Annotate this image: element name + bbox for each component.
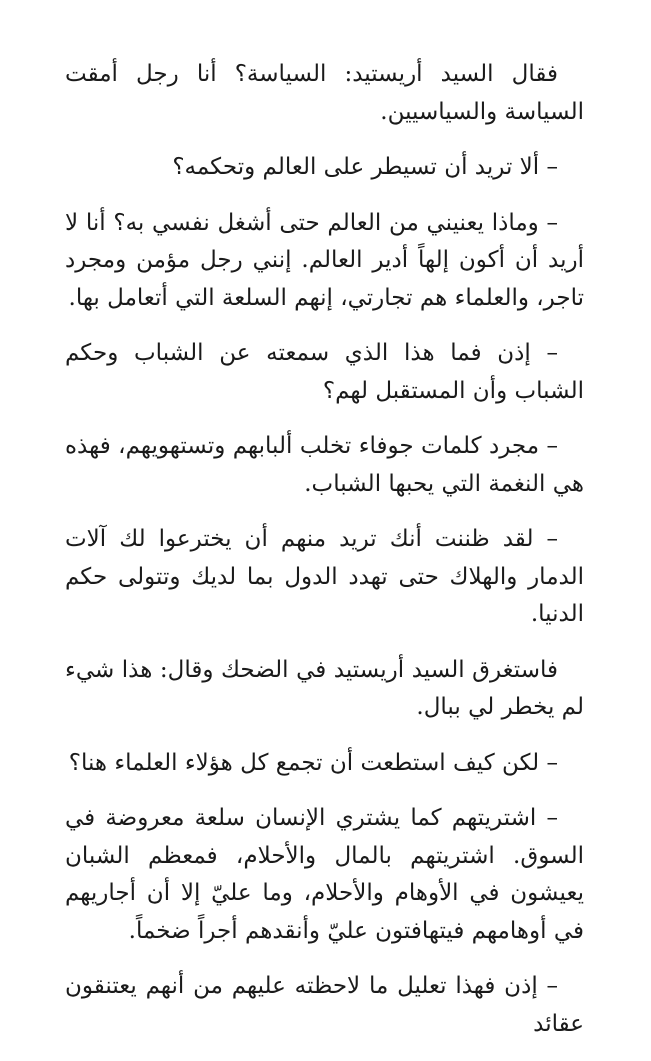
- book-page: [65, 56, 584, 1061]
- paragraph-4: – إذن فما هذا الذي سمعته عن الشباب وحكم الشباب وأن المستقبل لهم؟: [65, 340, 584, 404]
- paragraph-5: – مجرد كلمات جوفاء تخلب ألبابهم وتستهويهم، فهذه هي النغمة التي يحبها الشباب.: [65, 433, 584, 497]
- paragraph-9: – اشتريتهم كما يشتري الإنسان سلعة معروضة في السوق. اشتريتهم بالمال والأحلام، فمعظم الشبان يعيشون في الأوهام والأحلام، وما عليّ إلا أن أجاريهم في أوهامهم فيتهافتون عليّ وأنقدهم أجراً ضخماً.: [65, 805, 584, 944]
- paragraph-3: – وماذا يعنيني من العالم حتى أشغل نفسي به؟ أنا لا أريد أن أكون إلهاً أدير العالم. إنني رجل مؤمن ومجرد تاجر، والعلماء هم تجارتي، إنهم السلعة التي أتعامل بها.: [65, 209, 584, 311]
- paragraph-2: – ألا تريد أن تسيطر على العالم وتحكمه؟: [172, 154, 558, 180]
- paragraph-10: – إذن فهذا تعليل ما لاحظته عليهم من أنهم يعتنقون عقائد: [65, 973, 584, 1037]
- paragraph-6: – لقد ظننت أنك تريد منهم أن يخترعوا لك آلات الدمار والهلاك حتى تهدد الدول بما لديك وتتولى حكم الدنيا.: [65, 526, 584, 627]
- paragraph-7: فاستغرق السيد أريستيد في الضحك وقال: هذا شيء لم يخطر لي ببال.: [65, 656, 584, 720]
- paragraph-8: – لكن كيف استطعت أن تجمع كل هؤلاء العلماء هنا؟: [68, 749, 558, 776]
- paragraph-1: فقال السيد أريستيد: السياسة؟ أنا رجل أمقت السياسة والسياسيين.: [65, 61, 584, 125]
